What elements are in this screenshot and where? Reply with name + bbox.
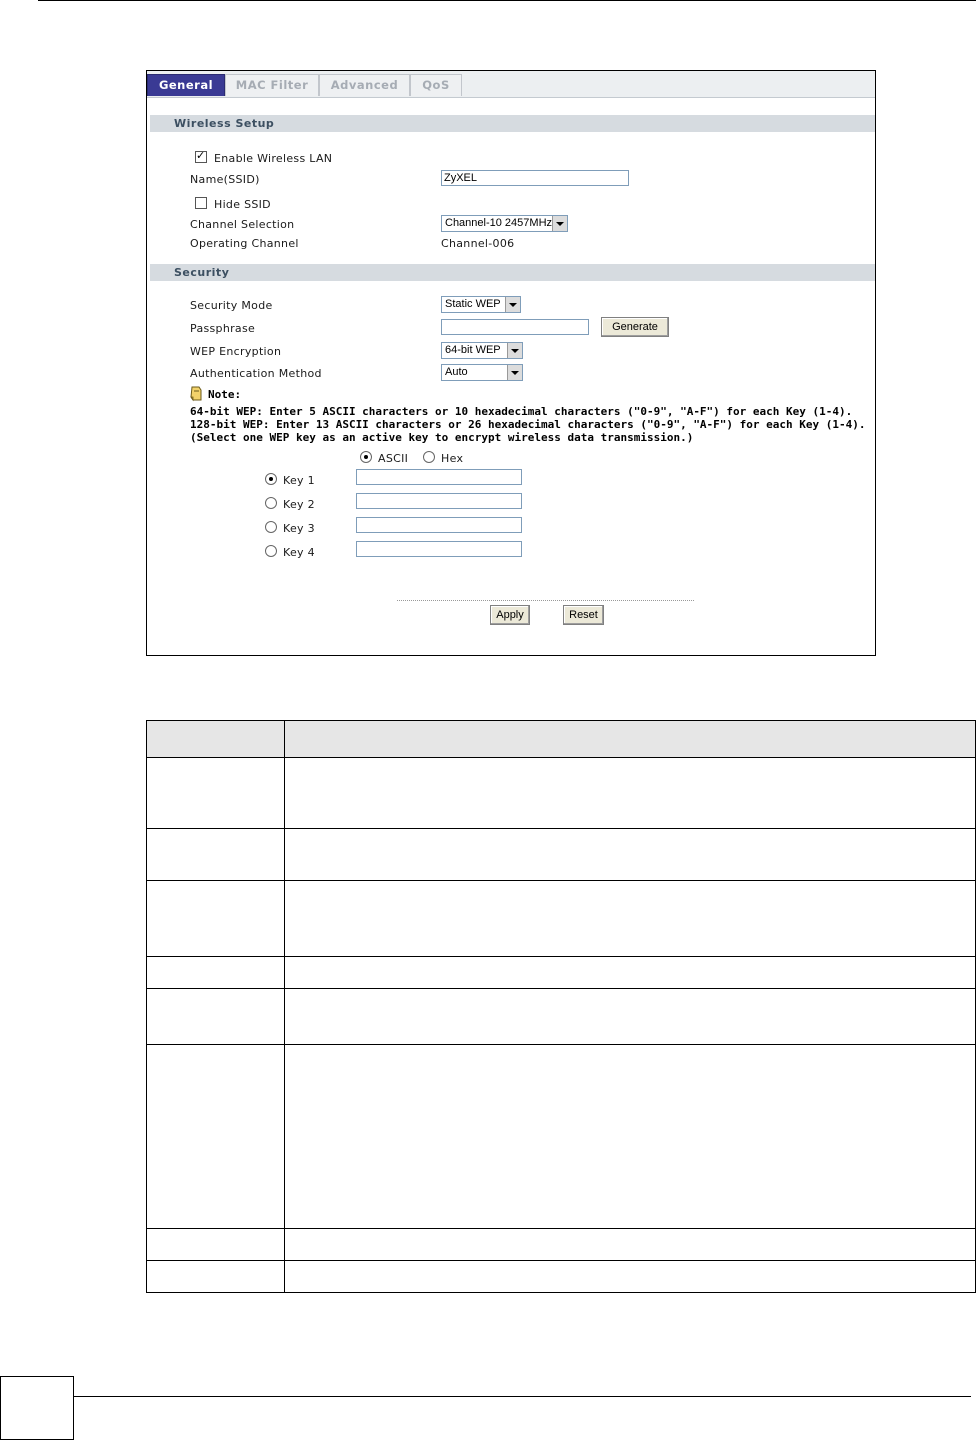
generate-button[interactable]: Generate (601, 317, 669, 337)
note-icon (189, 386, 203, 402)
wireless-config-screen (146, 70, 876, 656)
security-header (150, 264, 875, 281)
table-cell (284, 989, 975, 1045)
table-row (147, 989, 976, 1045)
chevron-down-icon (507, 365, 522, 380)
table-row (147, 1261, 976, 1293)
security-mode-value: Static WEP (445, 298, 501, 310)
table-row (147, 758, 976, 829)
key-2-radio[interactable] (265, 497, 277, 509)
table-cell (284, 829, 975, 881)
table-cell (284, 957, 975, 989)
key-4-label: Key 4 (283, 546, 315, 559)
key-1-label: Key 1 (283, 474, 315, 487)
security-mode-label: Security Mode (190, 299, 273, 312)
format-hex-label: Hex (441, 452, 464, 465)
key-4-input[interactable] (356, 541, 522, 557)
security-title: Security (174, 266, 230, 279)
chevron-down-icon (507, 343, 522, 358)
key-1-radio[interactable] (265, 473, 277, 485)
auth-method-dropdown[interactable] (441, 364, 523, 381)
chevron-down-icon (505, 297, 520, 312)
wep-encryption-label: WEP Encryption (190, 345, 282, 358)
footer-rule (74, 1396, 971, 1397)
ssid-input[interactable]: ZyXEL (441, 170, 629, 186)
table-cell (284, 721, 975, 758)
passphrase-input[interactable] (441, 319, 589, 335)
chevron-down-icon (552, 216, 567, 231)
table-row (147, 957, 976, 989)
wireless-setup-header (150, 115, 875, 132)
table-cell (284, 758, 975, 829)
table-cell (147, 957, 285, 989)
tab-mac-filter[interactable]: MAC Filter (225, 74, 319, 96)
tab-qos[interactable]: QoS (410, 74, 462, 96)
wep-encryption-dropdown[interactable] (441, 342, 523, 359)
operating-channel-label: Operating Channel (190, 237, 299, 250)
tab-general[interactable]: General (147, 74, 225, 96)
table-cell (147, 1261, 285, 1293)
page-number-box (0, 1376, 74, 1440)
note-title: Note: (208, 388, 242, 401)
apply-button[interactable]: Apply (490, 605, 530, 625)
channel-selection-dropdown[interactable] (441, 215, 568, 232)
key-4-radio[interactable] (265, 545, 277, 557)
format-ascii-label: ASCII (378, 452, 409, 465)
table-cell (284, 1045, 975, 1229)
auth-method-label: Authentication Method (190, 367, 322, 380)
note-line-64bit: 64-bit WEP: Enter 5 ASCII characters or 10 hexadecimal characters ("0-9", "A-F") for each Key (1-4). (190, 405, 853, 418)
channel-selection-label: Channel Selection (190, 218, 295, 231)
field-description-table (146, 720, 976, 1293)
table-cell (284, 1261, 975, 1293)
table-cell (147, 989, 285, 1045)
key-2-input[interactable] (356, 493, 522, 509)
enable-wireless-checkbox[interactable] (195, 151, 207, 163)
table-cell (147, 1229, 285, 1261)
divider (397, 600, 694, 601)
ssid-label: Name(SSID) (190, 173, 260, 186)
hide-ssid-checkbox[interactable] (195, 197, 207, 209)
table-cell (147, 1045, 285, 1229)
table-cell (284, 881, 975, 957)
tab-bar (147, 71, 875, 98)
hide-ssid-label: Hide SSID (214, 198, 271, 211)
table-row (147, 1229, 976, 1261)
table-cell (284, 1229, 975, 1261)
table-row (147, 829, 976, 881)
table-cell (147, 758, 285, 829)
table-cell (147, 721, 285, 758)
table-cell (147, 881, 285, 957)
key-1-input[interactable] (356, 469, 522, 485)
wep-encryption-value: 64-bit WEP (445, 344, 501, 356)
note-line-select: (Select one WEP key as an active key to encrypt wireless data transmission.) (190, 431, 694, 444)
passphrase-label: Passphrase (190, 322, 256, 335)
page-top-rule (38, 0, 976, 1)
format-hex-radio[interactable] (423, 451, 435, 463)
key-3-label: Key 3 (283, 522, 315, 535)
tab-advanced[interactable]: Advanced (319, 74, 410, 96)
operating-channel-value: Channel-006 (441, 237, 515, 250)
wireless-setup-title: Wireless Setup (174, 117, 275, 130)
channel-selection-value: Channel-10 2457MHz (445, 217, 553, 229)
security-mode-dropdown[interactable] (441, 296, 521, 313)
key-3-input[interactable] (356, 517, 522, 533)
table-row (147, 1045, 976, 1229)
auth-method-value: Auto (445, 366, 468, 378)
reset-button[interactable]: Reset (563, 605, 604, 625)
table-row (147, 881, 976, 957)
key-2-label: Key 2 (283, 498, 315, 511)
key-3-radio[interactable] (265, 521, 277, 533)
format-ascii-radio[interactable] (360, 451, 372, 463)
note-line-128bit: 128-bit WEP: Enter 13 ASCII characters or 26 hexadecimal characters ("0-9", "A-F") for each Key (1-4). (190, 418, 866, 431)
table-cell (147, 829, 285, 881)
enable-wireless-label: Enable Wireless LAN (214, 152, 333, 165)
table-header-row (147, 721, 976, 758)
